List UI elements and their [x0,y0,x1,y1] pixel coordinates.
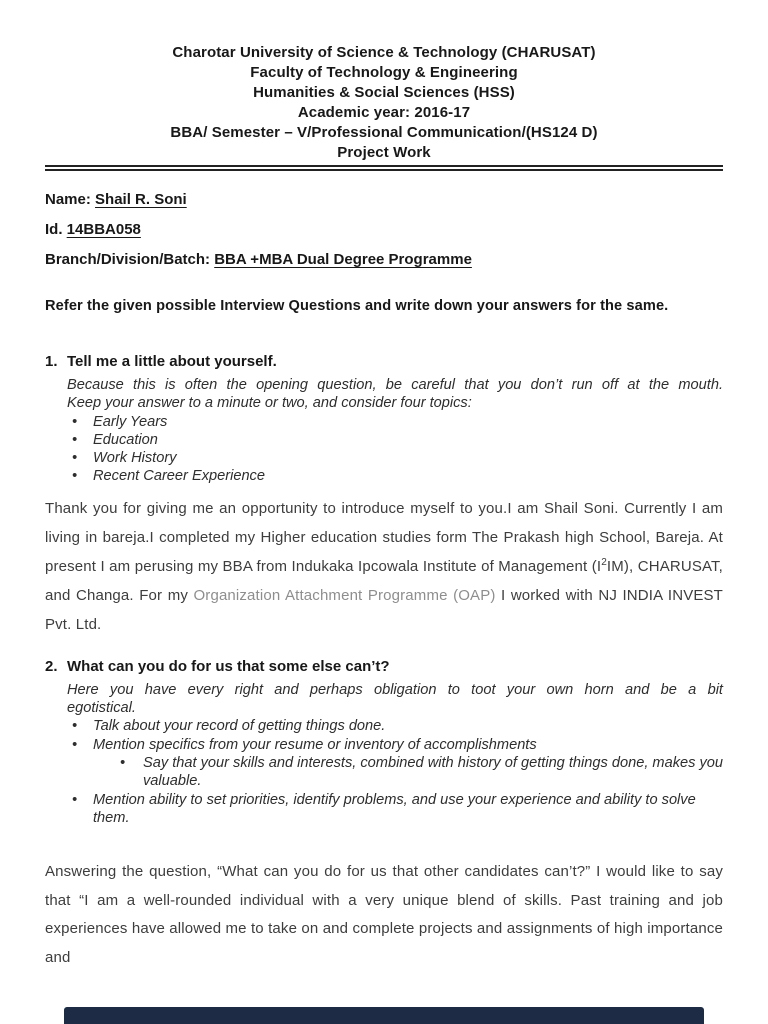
name-value: Shail R. Soni [95,191,187,208]
guidance-line: Keep your answer to a minute or two, and consider four topics: [67,395,472,412]
header-line-course: BBA/ Semester – V/Professional Communication/(HS124 D) [170,124,598,141]
bullet-item: • Mention ability to set priorities, identify problems, and use your experience and ability to solve them. [67,791,723,828]
header-line-project-work: Project Work [337,144,431,161]
question-2-bullet-list [67,791,723,828]
id-label: Id. [45,221,63,238]
question-1-number: 1. [45,353,58,370]
answer-1-paragraph [45,494,723,639]
bullet-item: • Early Years [67,413,723,431]
student-branch-line [45,250,723,269]
student-id-line [45,220,723,239]
answer-1-text: IM), CHARUSAT, and Changa. For my [45,557,723,604]
question-2 [45,657,723,827]
header-divider [45,165,723,171]
bullet-item: • Recent Career Experience [67,467,723,485]
answer-1-text: Thank you for giving me an opportunity to introduce myself to you.I am Shail Soni. Currently I am living in bareja.I completed my Higher education studies form The Prakash high School, Bareja. At present I am perusing my BBA from Indukaka Ipcowala Institute of Management (I [45,499,723,575]
question-1-heading [45,352,723,372]
bullet-item: • Talk about your record of getting things done. [67,717,723,735]
question-2-number: 2. [45,657,58,675]
header-line-academic-year: Academic year: 2016-17 [297,104,471,121]
student-info [45,190,723,269]
question-1-bullet-list [67,413,723,486]
branch-value: BBA +MBA Dual Degree Programme [214,251,472,268]
viewer-bottom-toolbar[interactable] [64,1007,704,1024]
instruction-text: Refer the given possible Interview Questions and write down your answers for the same. [45,298,669,314]
answer-1-highlight-oap: Organization Attachment Programme (OAP) [193,586,496,604]
id-value: 14BBA058 [66,221,141,238]
name-label: Name: [45,191,91,208]
branch-label: Branch/Division/Batch: [45,251,211,268]
question-2-guidance [67,681,723,827]
header-line-department: Humanities & Social Sciences (HSS) [253,84,515,101]
guidance-line: egotistical. [67,700,136,717]
answer-2-paragraph: Answering the question, “What can you do for us that other candidates can’t?” I would like to say that “I am a well-rounded individual with a very unique blend of skills. Past training and job experiences have allowed me to take on and complete projects and assignments of high importance and [45,863,723,966]
header-line-university: Charotar University of Science & Technology (CHARUSAT) [172,44,596,61]
guidance-line: Here you have every right and perhaps obligation to toot your own horn and be a bit [67,681,723,698]
question-1-title: Tell me a little about yourself. [67,353,277,370]
bullet-item: • Mention specifics from your resume or inventory of accomplishments [67,736,723,754]
question-2-title: What can you do for us that some else can’t? [67,657,390,675]
question-2-sub-bullet-list [115,754,723,791]
bullet-item: • Education [67,431,723,449]
answer-1-text: I worked with NJ INDIA INVEST Pvt. Ltd. [45,586,723,633]
sub-bullet-item: • Say that your skills and interests, combined with history of getting things done, makes you valuable. [115,754,723,791]
question-2-heading [45,657,723,677]
student-name-line [45,190,723,209]
superscript-2: 2 [601,556,607,568]
bullet-item: • Work History [67,449,723,467]
question-2-bullet-list [67,717,723,754]
question-1 [45,352,723,486]
header-line-faculty: Faculty of Technology & Engineering [250,64,518,81]
question-1-guidance [67,376,723,486]
guidance-line: Because this is often the opening question, be careful that you don’t run off at the mouth. [67,377,723,393]
document-header [45,43,723,163]
